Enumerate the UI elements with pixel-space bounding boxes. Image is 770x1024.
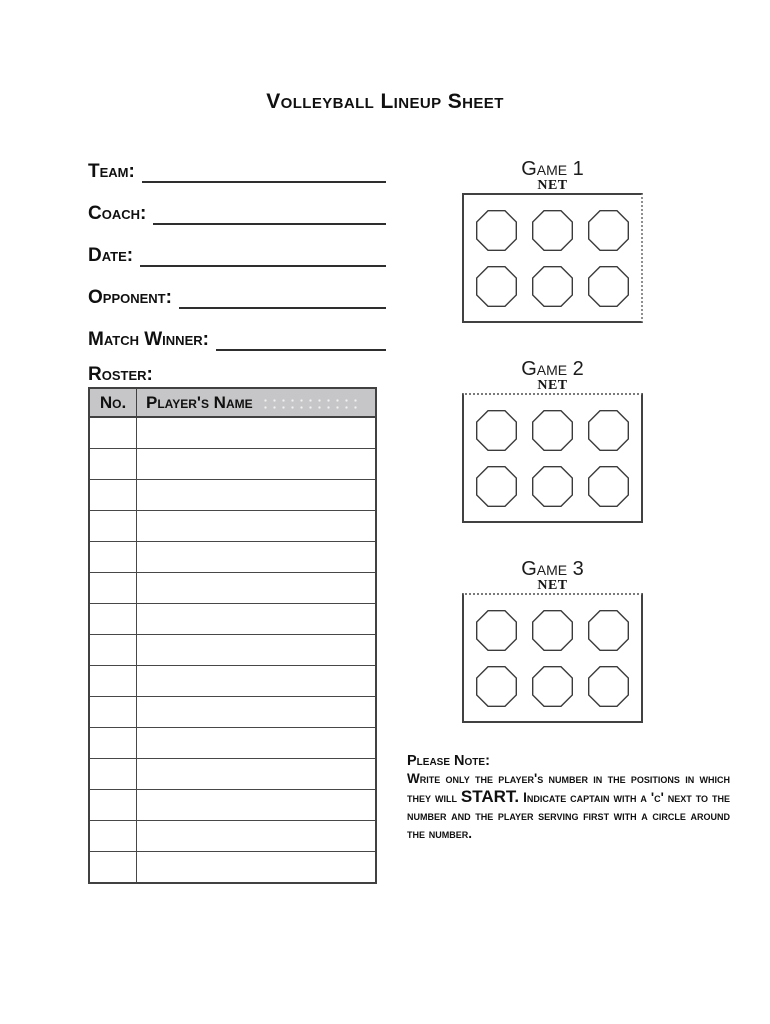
position-octagon[interactable] [532,410,573,451]
game-2-court [462,393,643,523]
roster-row [89,480,376,511]
roster-no-cell[interactable] [89,542,137,573]
position-octagon[interactable] [532,666,573,707]
note-heading: Please Note: [407,753,490,769]
position-octagon[interactable] [588,266,629,307]
court-back-row [464,466,641,507]
roster-no-cell[interactable] [89,449,137,480]
position-octagon[interactable] [476,210,517,251]
position-octagon[interactable] [476,666,517,707]
roster-name-cell[interactable] [137,821,377,852]
roster-no-cell[interactable] [89,728,137,759]
position-octagon[interactable] [588,210,629,251]
opponent-field [88,287,386,309]
roster-name-cell[interactable] [137,790,377,821]
net-label: NET [537,378,568,393]
game-3-section [462,558,643,723]
court-back-row [464,666,641,707]
roster-no-cell[interactable] [89,852,137,884]
position-octagon[interactable] [476,410,517,451]
game-2-title: Game 2 [521,358,584,380]
roster-no-cell[interactable] [89,666,137,697]
roster-row [89,604,376,635]
match-winner-field [88,329,386,351]
page-title: Volleyball Lineup Sheet [266,90,504,113]
roster-row [89,635,376,666]
roster-name-cell[interactable] [137,542,377,573]
game-3-court [462,593,643,723]
position-octagon[interactable] [476,610,517,651]
roster-row [89,511,376,542]
position-octagon[interactable] [588,410,629,451]
roster-row [89,666,376,697]
game-1-section [462,158,643,323]
game-3-title: Game 3 [521,558,584,580]
roster-name-cell[interactable] [137,759,377,790]
roster-col-name-label: Player's Name [146,392,253,412]
note-text-after: Indicate captain with a 'c' next to the number and the player serving first with a circle around the number. [407,790,731,841]
roster-row [89,759,376,790]
roster-header-row [89,388,376,417]
note-body [407,770,730,843]
game-1-title: Game 1 [521,158,584,180]
note-text-before: Write only the player's number in the positions in which they will [407,771,730,805]
roster-name-cell[interactable] [137,635,377,666]
roster-no-cell[interactable] [89,697,137,728]
roster-no-cell[interactable] [89,790,137,821]
match-winner-input-line[interactable] [216,329,386,351]
roster-name-cell[interactable] [137,728,377,759]
net-label: NET [537,178,568,193]
roster-no-cell[interactable] [89,417,137,449]
roster-name-cell[interactable] [137,604,377,635]
team-label: Team: [88,161,135,182]
roster-row [89,821,376,852]
roster-col-name-header [137,388,377,417]
roster-no-cell[interactable] [89,759,137,790]
date-label: Date: [88,245,134,266]
roster-no-cell[interactable] [89,480,137,511]
court-front-row [464,610,641,651]
roster-name-cell[interactable] [137,697,377,728]
roster-table [88,387,377,884]
net-label: NET [537,578,568,593]
header-dots [261,397,363,409]
coach-input-line[interactable] [153,203,386,225]
roster-row [89,697,376,728]
team-input-line[interactable] [142,161,386,183]
position-octagon[interactable] [588,666,629,707]
roster-row [89,449,376,480]
roster-no-cell[interactable] [89,573,137,604]
game-1-court [462,193,643,323]
date-input-line[interactable] [140,245,386,267]
position-octagon[interactable] [532,466,573,507]
roster-row [89,790,376,821]
roster-name-cell[interactable] [137,449,377,480]
roster-name-cell[interactable] [137,573,377,604]
roster-no-cell[interactable] [89,604,137,635]
roster-row [89,542,376,573]
roster-row [89,573,376,604]
roster-name-cell[interactable] [137,480,377,511]
game-2-section [462,358,643,523]
roster-body [89,417,376,883]
opponent-input-line[interactable] [179,287,386,309]
opponent-label: Opponent: [88,287,172,308]
roster-section [88,365,380,884]
title-area [0,90,770,114]
roster-no-cell[interactable] [89,511,137,542]
position-octagon[interactable] [532,610,573,651]
note-section [407,752,730,843]
note-emphasis: START. [460,787,520,806]
roster-no-cell[interactable] [89,821,137,852]
roster-name-cell[interactable] [137,666,377,697]
position-octagon[interactable] [588,466,629,507]
roster-name-cell[interactable] [137,511,377,542]
position-octagon[interactable] [588,610,629,651]
coach-field [88,203,386,225]
team-info-form [88,161,386,371]
position-octagon[interactable] [532,266,573,307]
roster-name-cell[interactable] [137,417,377,449]
team-field [88,161,386,183]
match-winner-label: Match Winner: [88,329,209,350]
roster-heading: Roster: [88,364,153,385]
position-octagon[interactable] [476,266,517,307]
roster-row [89,417,376,449]
roster-col-no-header: No. [89,388,137,417]
court-back-row [464,266,641,307]
position-octagon[interactable] [532,210,573,251]
position-octagon[interactable] [476,466,517,507]
court-front-row [464,210,641,251]
roster-no-cell[interactable] [89,635,137,666]
coach-label: Coach: [88,203,147,224]
court-front-row [464,410,641,451]
roster-name-cell[interactable] [137,852,377,884]
roster-row [89,728,376,759]
roster-row [89,852,376,884]
date-field [88,245,386,267]
